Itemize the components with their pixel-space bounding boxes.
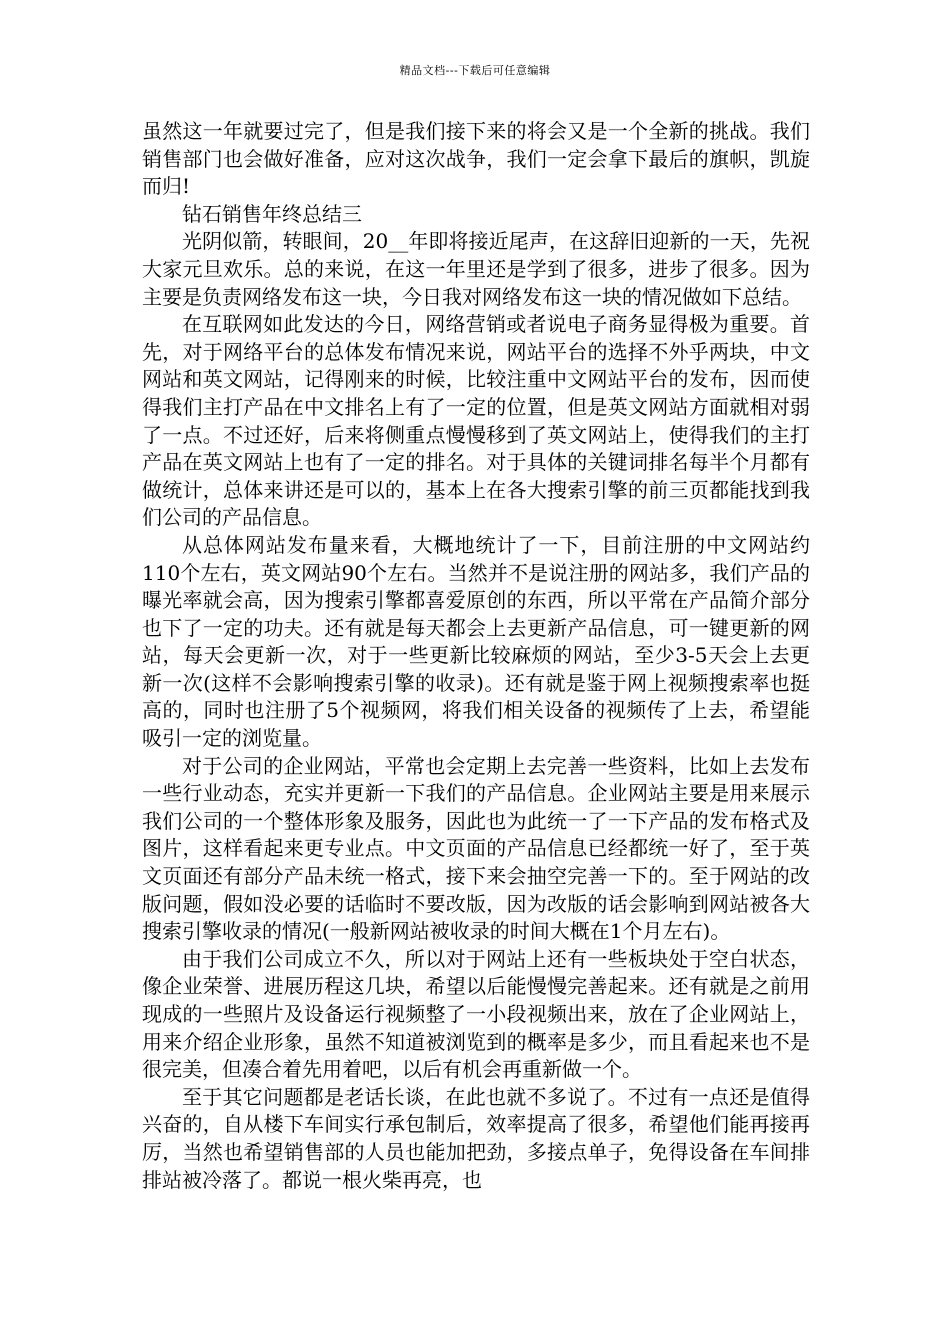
- paragraph-1: 虽然这一年就要过完了，但是我们接下来的将会又是一个全新的挑战。我们销售部门也会做好准备，应对这次战争，我们一定会拿下最后的旗帜，凯旋而归!: [142, 119, 810, 199]
- document-body: [142, 118, 810, 1194]
- paragraph-6: 对于公司的企业网站，平常也会定期上去完善一些资料，比如上去发布一些行业动态，充实并更新一下我们的产品信息。企业网站主要是用来展示我们公司的一个整体形象及服务，因此也为此统一了一下产品的发布格式及图片，这样看起来更专业点。中文页面的产品信息已经都统一好了，至于英文页面还有部分产品未统一格式，接下来会抽空完善一下的。至于网站的改版问题，假如没必要的话临时不要改版，因为改版的话会影响到网站被各大搜索引擎收录的情况(一般新网站被收录的时间大概在1个月左右)。: [142, 753, 810, 944]
- paragraph-3: 光阴似箭，转眼间，20__年即将接近尾声，在这辞旧迎新的一天，先祝大家元旦欢乐。总的来说，在这一年里还是学到了很多，进步了很多。因为主要是负责网络发布这一块，今日我对网络发布这一块的情况做如下总结。: [142, 229, 810, 309]
- paragraph-5: 从总体网站发布量来看，大概地统计了一下，目前注册的中文网站约110个左右，英文网站90个左右。当然并不是说注册的网站多，我们产品的曝光率就会高，因为搜索引擎都喜爱原创的东西，所以平常在产品简介部分也下了一定的功夫。还有就是每天都会上去更新产品信息，可一键更新的网站，每天会更新一次，对于一些更新比较麻烦的网站，至少3-5天会上去更新一次(这样不会影响搜索引擎的收录)。还有就是鉴于网上视频搜索率也挺高的，同时也注册了5个视频网，将我们相关设备的视频传了上去，希望能吸引一定的浏览量。: [142, 532, 810, 751]
- section-heading: 钻石销售年终总结三: [182, 201, 362, 226]
- paragraph-7: 由于我们公司成立不久，所以对于网站上还有一些板块处于空白状态，像企业荣誉、进展历程这几块，希望以后能慢慢完善起来。还有就是之前用现成的一些照片及设备运行视频整了一小段视频出来，放在了企业网站上，用来介绍企业形象，虽然不知道被浏览到的概率是多少，而且看起来也不是很完美，但凑合着先用着吧，以后有机会再重新做一个。: [142, 946, 810, 1082]
- page-header: 精品文档---下载后可任意编辑: [399, 64, 551, 77]
- paragraph-4: 在互联网如此发达的今日，网络营销或者说电子商务显得极为重要。首先，对于网络平台的总体发布情况来说，网站平台的选择不外乎两块，中文网站和英文网站，记得刚来的时候，比较注重中文网站平台的发布，因而使得我们主打产品在中文排名上有了一定的位置，但是英文网站方面就相对弱了一点。不过还好，后来将侧重点慢慢移到了英文网站上，使得我们的主打产品在英文网站上也有了一定的排名。对于具体的关键词排名每半个月都有做统计，总体来讲还是可以的，基本上在各大搜索引擎的前三页都能找到我们公司的产品信息。: [142, 312, 810, 530]
- paragraph-8: 至于其它问题都是老话长谈，在此也就不多说了。不过有一点还是值得兴奋的，自从楼下车间实行承包制后，效率提高了很多，希望他们能再接再厉，当然也希望销售部的人员也能加把劲，多接点单子，免得设备在车间排排站被冷落了。都说一根火柴再亮，也: [142, 1084, 810, 1192]
